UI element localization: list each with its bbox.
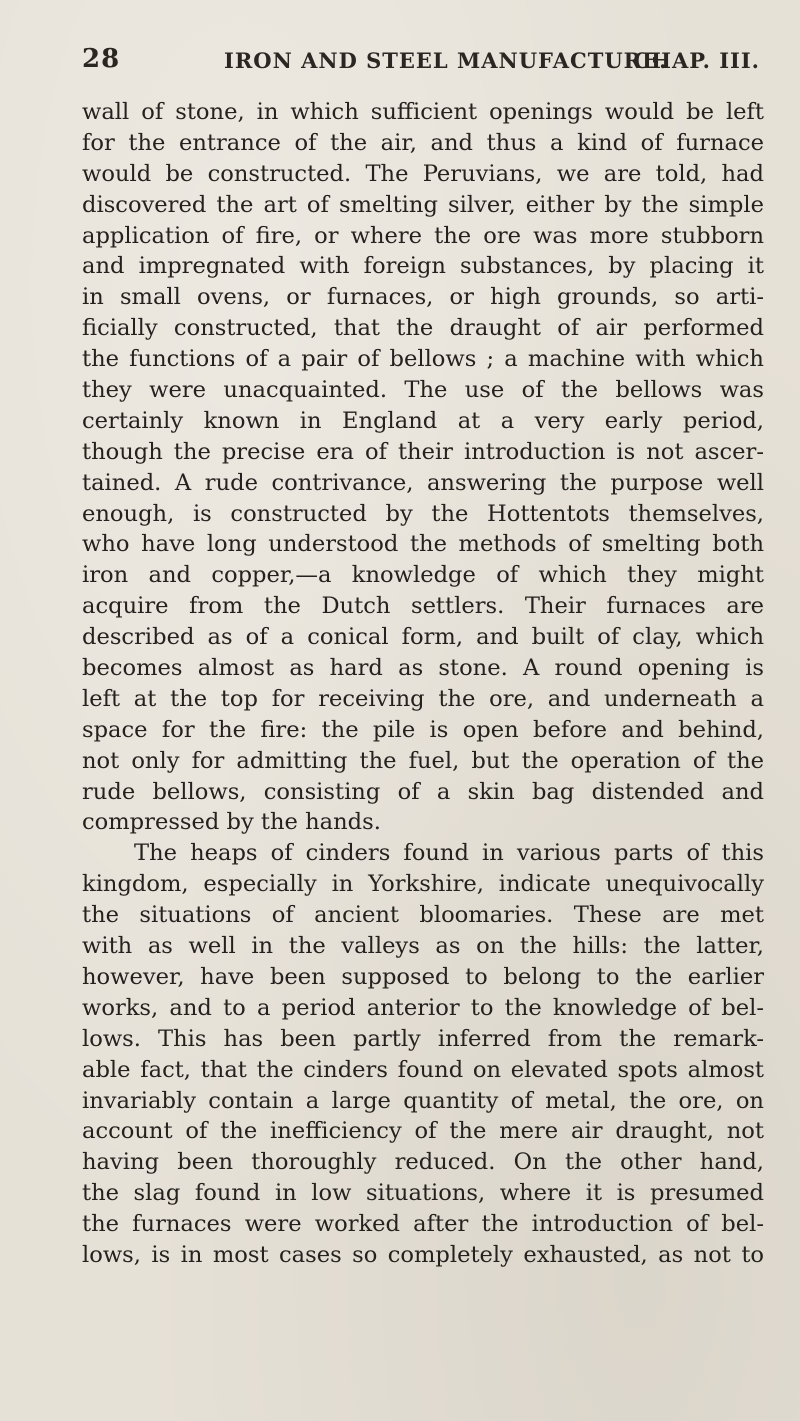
text-line: who have long understood the methods of smelting both [82,531,764,558]
text-line: with as well in the valleys as on the hills: the latter, [82,933,764,960]
text-line: the furnaces were worked after the introduction of bel- [82,1211,764,1238]
text-line: lows, is in most cases so completely exhausted, as not to [82,1241,764,1268]
text-line: the slag found in low situations, where it is presumed [82,1180,764,1207]
text-line: though the precise era of their introduction is not ascer- [82,438,764,465]
text-line: having been thoroughly reduced. On the other hand, [82,1149,764,1176]
running-title: IRON AND STEEL MANUFACTURE. [224,48,668,73]
text-line: certainly known in England at a very early period, [82,407,764,434]
text-line: enough, is constructed by the Hottentots themselves, [82,500,764,527]
page-number: 28 [82,44,121,74]
chapter-label: CHAP. III. [633,48,760,73]
text-line: discovered the art of smelting silver, either by the simple [82,191,764,218]
text-line: the situations of ancient bloomaries. These are met [82,902,764,929]
text-line: the functions of a pair of bellows ; a machine with which [82,346,764,373]
text-line: iron and copper,—a knowledge of which they might [82,562,764,589]
text-line: compressed by the hands. [82,809,381,836]
text-line: acquire from the Dutch settlers. Their furnaces are [82,593,764,620]
text-line: becomes almost as hard as stone. A round opening is [82,655,764,682]
text-line: described as of a conical form, and built of clay, which [82,624,764,651]
text-line: application of fire, or where the ore was more stubborn [82,222,764,249]
text-line: works, and to a period anterior to the knowledge of bel- [82,994,764,1021]
text-line: and impregnated with foreign substances, by placing it [82,253,764,280]
text-line: would be constructed. The Peruvians, we are told, had [82,160,764,187]
text-line: wall of stone, in which sufficient openings would be left [82,99,764,125]
text-line: ficially constructed, that the draught of air performed [82,315,764,342]
text-line: in small ovens, or furnaces, or high grounds, so arti- [82,284,764,311]
body-text [82,97,764,1271]
text-line: for the entrance of the air, and thus a kind of furnace [82,129,764,156]
text-line: The heaps of cinders found in various parts of this [134,840,764,867]
text-line: tained. A rude contrivance, answering the purpose well [82,469,764,496]
text-line: lows. This has been partly inferred from the remark- [82,1025,764,1052]
text-line: kingdom, especially in Yorkshire, indicate unequivocally [82,871,764,898]
text-line: they were unacquainted. The use of the bellows was [82,377,764,404]
text-line: rude bellows, consisting of a skin bag distended and [82,778,764,805]
text-line: invariably contain a large quantity of metal, the ore, on [82,1087,764,1114]
text-line: left at the top for receiving the ore, and underneath a [82,685,764,712]
text-line: space for the fire: the pile is open before and behind, [82,716,764,743]
text-line: able fact, that the cinders found on elevated spots almost [82,1056,764,1083]
text-line: not only for admitting the fuel, but the operation of the [82,747,764,774]
text-line: however, have been supposed to belong to the earlier [82,963,764,990]
text-line: account of the inefficiency of the mere air draught, not [82,1118,764,1145]
page-header [82,44,760,80]
